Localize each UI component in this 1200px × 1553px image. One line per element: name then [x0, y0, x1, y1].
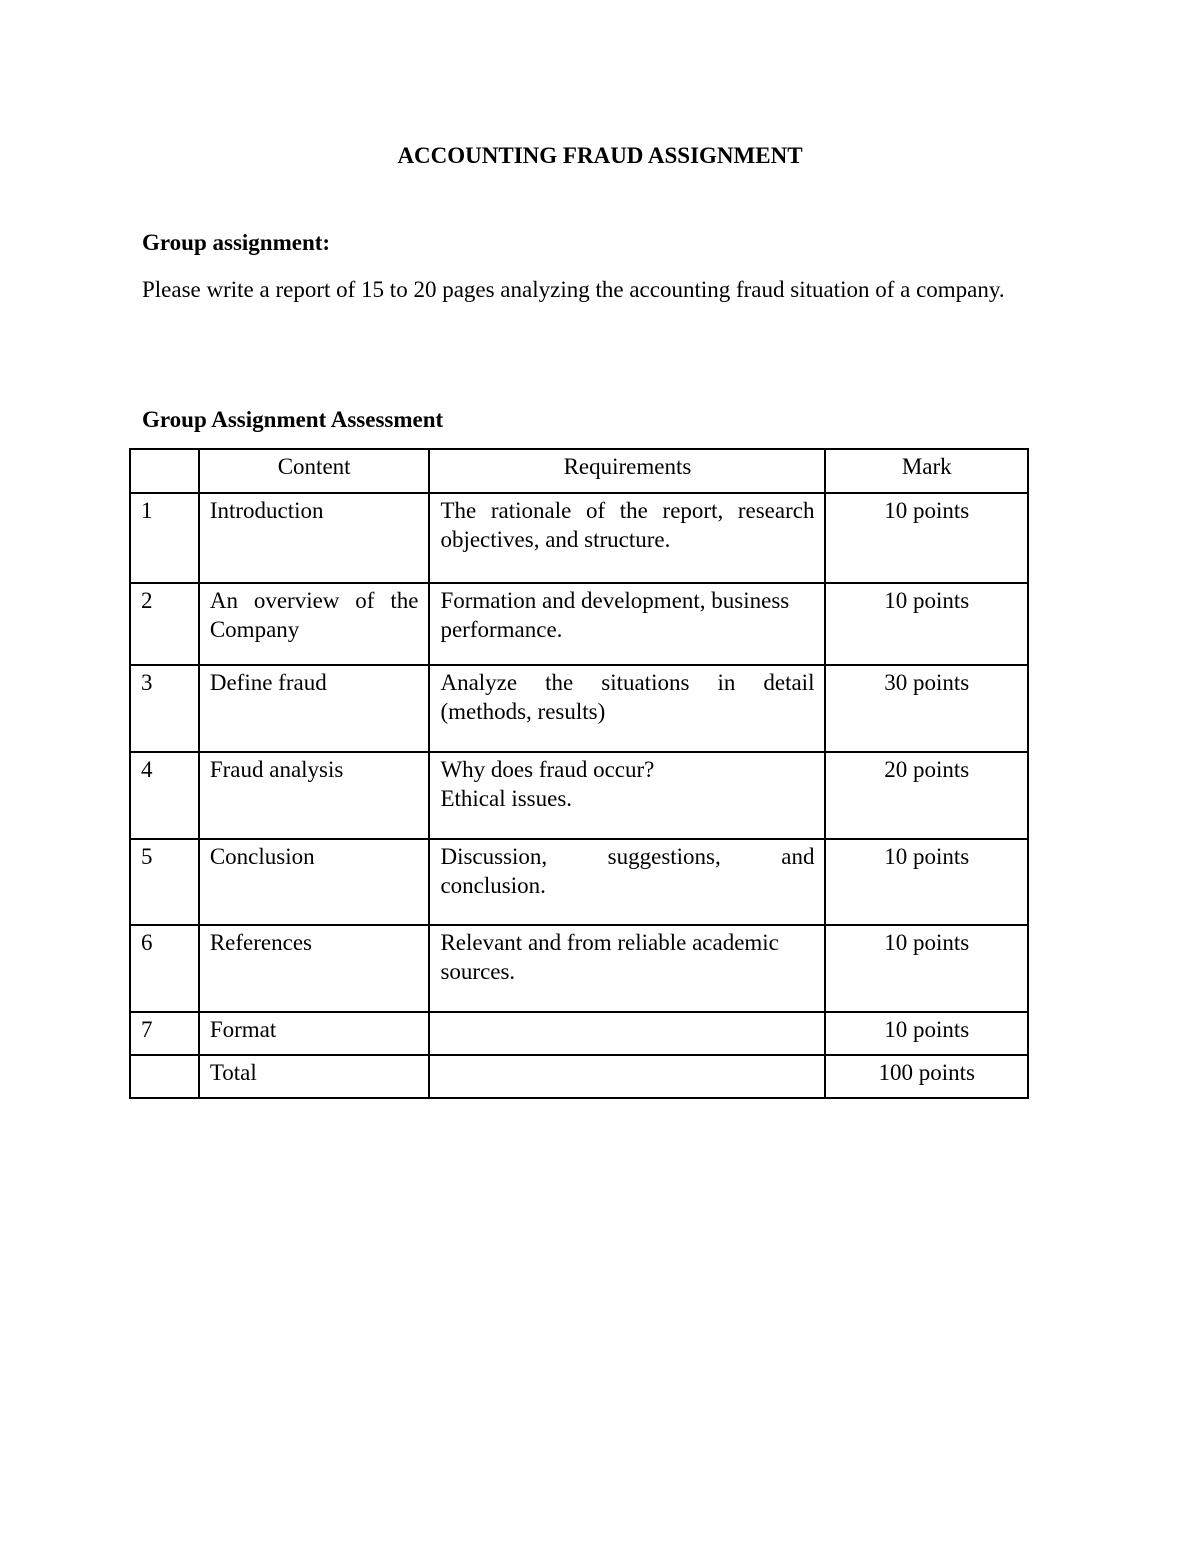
row-number: 5	[130, 839, 199, 925]
row-mark: 20 points	[825, 752, 1028, 839]
row-mark: 10 points	[825, 1012, 1028, 1055]
row-number: 3	[130, 665, 199, 752]
table-row	[130, 925, 1028, 1012]
table-row	[130, 1012, 1028, 1055]
row-content: Conclusion	[199, 839, 430, 925]
row-mark: 10 points	[825, 493, 1028, 583]
row-content: An overview of the Company	[199, 583, 430, 665]
table-total-row	[130, 1055, 1028, 1098]
requirements-line: Ethical issues.	[440, 786, 573, 811]
row-requirements: Formation and development, business performance.	[429, 583, 825, 665]
row-requirements	[429, 752, 825, 839]
group-assignment-heading: Group assignment:	[142, 230, 331, 255]
page-title: ACCOUNTING FRAUD ASSIGNMENT	[397, 143, 803, 168]
table-header-row	[130, 449, 1028, 493]
row-content: Introduction	[199, 493, 430, 583]
row-number: 1	[130, 493, 199, 583]
table-row	[130, 583, 1028, 665]
header-requirements: Requirements	[429, 449, 825, 493]
row-mark: 10 points	[825, 839, 1028, 925]
total-mark: 100 points	[825, 1055, 1028, 1098]
row-content: Format	[199, 1012, 430, 1055]
total-label: Total	[199, 1055, 430, 1098]
row-number: 7	[130, 1012, 199, 1055]
row-requirements: Analyze the situations in detail (methods, results)	[429, 665, 825, 752]
row-mark: 10 points	[825, 583, 1028, 665]
table-row	[130, 752, 1028, 839]
row-requirements	[429, 1012, 825, 1055]
header-mark: Mark	[825, 449, 1028, 493]
row-requirements: Relevant and from reliable academic sources.	[429, 925, 825, 1012]
row-requirements: The rationale of the report, research objectives, and structure.	[429, 493, 825, 583]
row-content: References	[199, 925, 430, 1012]
header-number	[130, 449, 199, 493]
total-requirements	[429, 1055, 825, 1098]
requirements-line: Why does fraud occur?	[440, 757, 655, 782]
assessment-table	[129, 448, 1029, 1099]
row-number: 6	[130, 925, 199, 1012]
row-content: Fraud analysis	[199, 752, 430, 839]
table-row	[130, 493, 1028, 583]
assessment-heading: Group Assignment Assessment	[142, 407, 444, 432]
header-content: Content	[199, 449, 430, 493]
total-number	[130, 1055, 199, 1098]
table-row	[130, 665, 1028, 752]
row-mark: 30 points	[825, 665, 1028, 752]
table-row	[130, 839, 1028, 925]
row-number: 4	[130, 752, 199, 839]
row-content: Define fraud	[199, 665, 430, 752]
row-mark: 10 points	[825, 925, 1028, 1012]
row-number: 2	[130, 583, 199, 665]
row-requirements: Discussion, suggestions, and conclusion.	[429, 839, 825, 925]
assignment-description: Please write a report of 15 to 20 pages analyzing the accounting fraud situation of a company.	[142, 277, 1005, 302]
